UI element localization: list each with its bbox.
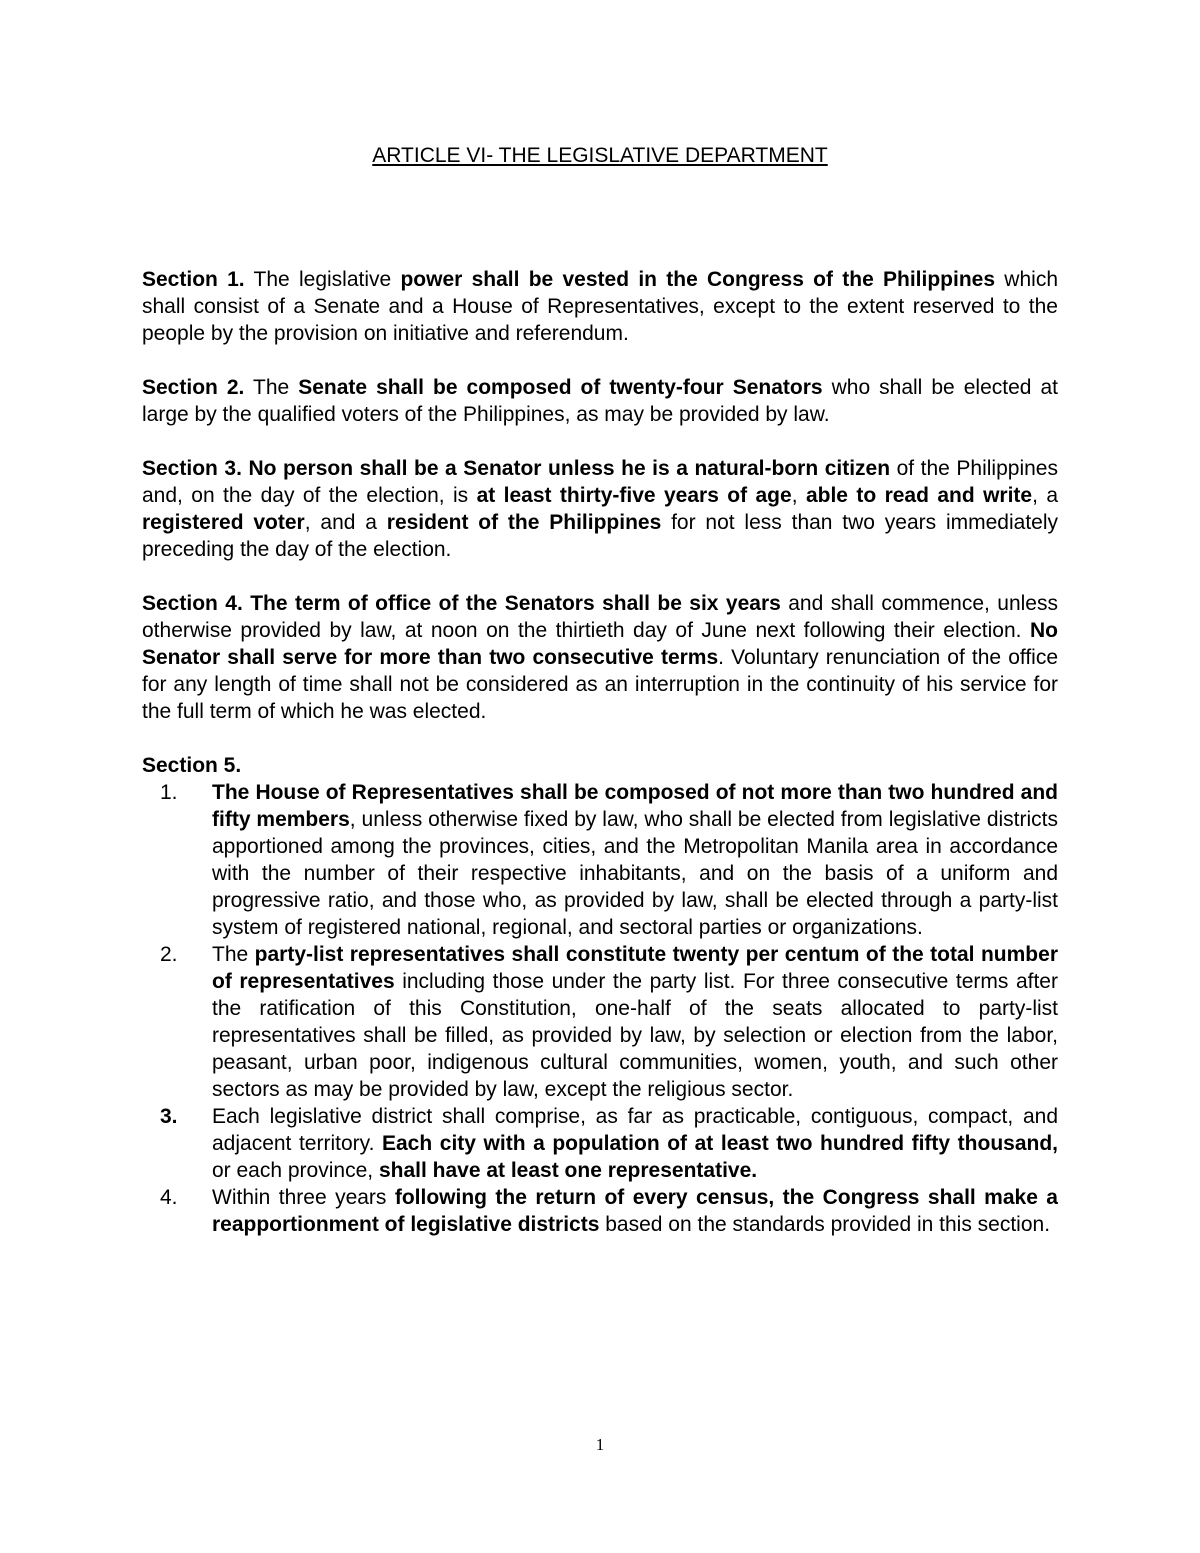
section-4-text: . Voluntary renunciation of the office for any length of time shall not be considered as an interruption in the continuity of his service for the full term of which he was elected. bbox=[142, 646, 1059, 723]
section-3-emphasis: registered voter bbox=[142, 511, 305, 534]
list-item-emphasis: The House of Representatives shall be composed of not more than two hundred and fifty members bbox=[212, 781, 1058, 831]
section-5 bbox=[142, 752, 1058, 1238]
list-item-1 bbox=[160, 779, 1059, 941]
section-3 bbox=[142, 455, 1058, 563]
section-2 bbox=[142, 374, 1058, 428]
list-item-text: Within three years bbox=[212, 1186, 395, 1209]
list-number: 1. bbox=[160, 781, 178, 804]
section-5-heading: Section 5. bbox=[142, 754, 242, 777]
section-3-text: , and a bbox=[304, 511, 387, 534]
list-item-2 bbox=[160, 941, 1058, 1103]
list-item-3 bbox=[160, 1103, 1058, 1184]
list-number: 2. bbox=[160, 943, 178, 966]
section-3-text: , a bbox=[1032, 484, 1059, 507]
section-4-emphasis: No Senator shall serve for more than two consecutive terms bbox=[142, 619, 1058, 669]
section-4-text: and shall commence, unless otherwise provided by law, at noon on the thirtieth day of June next following their election. bbox=[142, 592, 1058, 642]
list-item-4 bbox=[160, 1184, 1058, 1238]
article-title: ARTICLE VI- THE LEGISLATIVE DEPARTMENT bbox=[372, 144, 828, 167]
list-item-text: based on the standards provided in this section. bbox=[599, 1213, 1051, 1236]
section-2-heading: Section 2. bbox=[142, 376, 245, 399]
section-3-heading: Section 3. bbox=[142, 457, 242, 480]
document-body bbox=[142, 141, 1058, 1238]
list-item-text: , unless otherwise fixed by law, who shall be elected from legislative districts apportioned among the provinces, cities, and the Metropolitan Manila area in accordance with the number of their respective inhabitants, and on the basis of a uniform and progressive ratio, and those who, as provided by law, shall be elected through a party-list system of registered national, regional, and sectoral parties or organizations. bbox=[212, 808, 1059, 939]
section-4 bbox=[142, 590, 1058, 725]
page-number: 1 bbox=[595, 1435, 605, 1454]
list-item-text: or each province, bbox=[212, 1159, 379, 1182]
list-item-emphasis: following the return of every census, the Congress shall make a reapportionment of legislative districts bbox=[212, 1186, 1058, 1236]
section-1-heading: Section 1. bbox=[142, 268, 245, 291]
list-item-text: The bbox=[212, 943, 255, 966]
list-item-emphasis: party-list representatives shall constitute twenty per centum of the total number of representatives bbox=[212, 943, 1058, 993]
list-item-emphasis: Each city with a population of at least two hundred fifty thousand, bbox=[382, 1132, 1058, 1155]
section-3-text: of the Philippines and, on the day of the election, is bbox=[142, 457, 1058, 507]
section-1 bbox=[142, 266, 1058, 347]
list-number: 3. bbox=[160, 1105, 178, 1128]
section-1-text: which shall consist of a Senate and a House of Representatives, except to the extent reserved to the people by the provision on initiative and referendum. bbox=[142, 268, 1058, 345]
section-4-heading: Section 4. bbox=[142, 592, 243, 615]
section-3-text: , bbox=[791, 484, 806, 507]
section-3-emphasis: able to read and write bbox=[805, 484, 1033, 507]
section-3-text: for not less than two years immediately preceding the day of the election. bbox=[142, 511, 1059, 561]
section-3-emphasis: No person shall be a Senator unless he is a natural-born citizen bbox=[241, 457, 891, 480]
section-3-emphasis: at least thirty-five years of age bbox=[476, 484, 792, 507]
section-3-emphasis: resident of the Philippines bbox=[386, 511, 662, 534]
section-2-text: who shall be elected at large by the qualified voters of the Philippines, as may be provided by law. bbox=[142, 376, 1058, 426]
section-4-emphasis: The term of office of the Senators shall be six years bbox=[242, 592, 781, 615]
list-item-text: Each legislative district shall comprise, as far as practicable, contiguous, compact, and adjacent territory. bbox=[212, 1105, 1058, 1155]
section-2-emphasis: Senate shall be composed of twenty-four Senators bbox=[298, 376, 823, 399]
list-number: 4. bbox=[160, 1186, 178, 1209]
section-1-emphasis: power shall be vested in the Congress of the Philippines bbox=[400, 268, 996, 291]
list-item-emphasis: shall have at least one representative. bbox=[378, 1159, 758, 1182]
section-2-text: The bbox=[244, 376, 299, 399]
section-1-text: The legislative bbox=[244, 268, 401, 291]
list-item-text: including those under the party list. For three consecutive terms after the ratification of this Constitution, one-half of the seats allocated to party-list representatives shall be filled, as provided by law, by selection or election from the labor, peasant, urban poor, indigenous cultural communities, women, youth, and such other sectors as may be provided by law, except the religious sector. bbox=[212, 970, 1058, 1101]
section-5-list bbox=[142, 779, 1058, 1238]
